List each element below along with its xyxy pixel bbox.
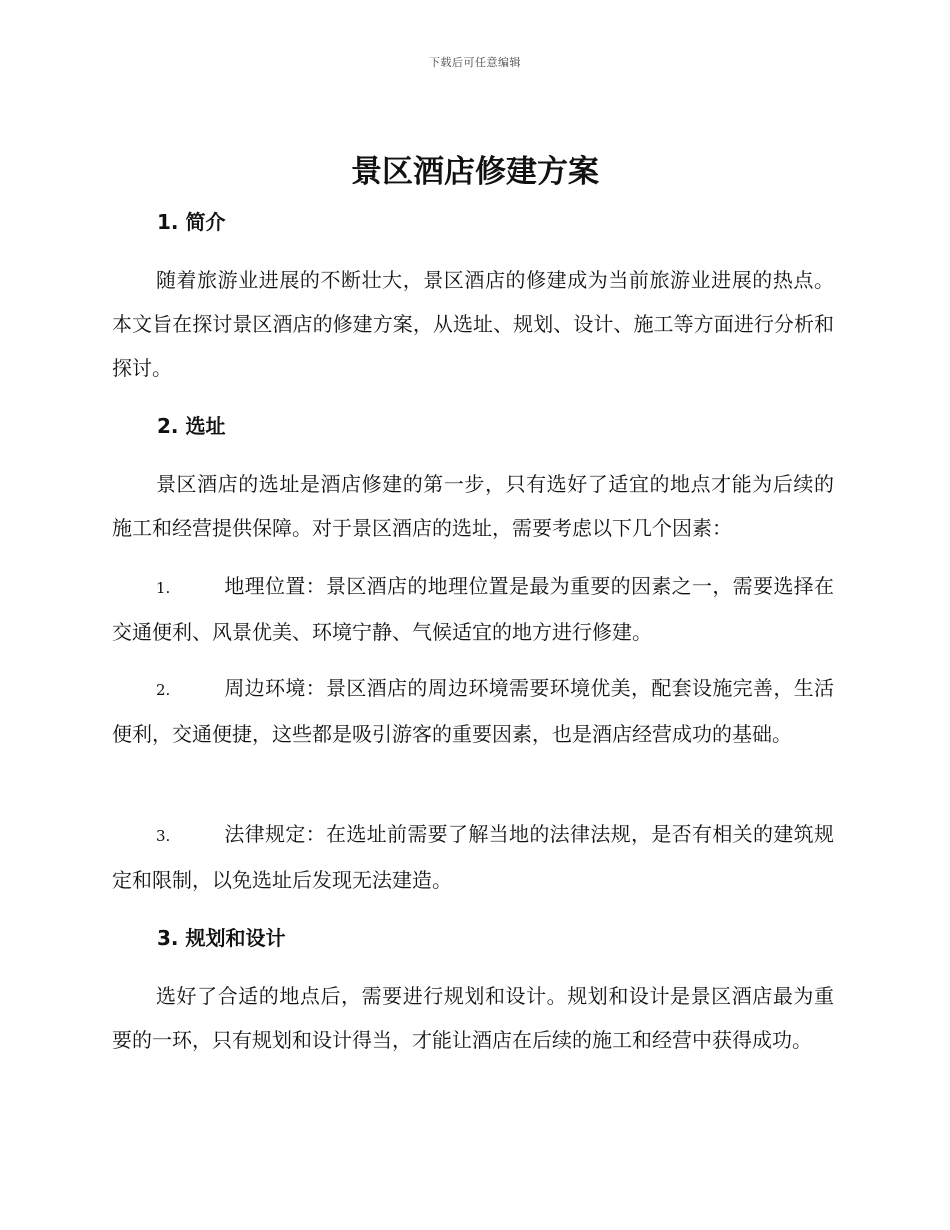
paragraph-site: 景区酒店的选址是酒店修建的第一步，只有选好了适宜的地点才能为后续的施工和经营提供保障。对于景区酒店的选址，需要考虑以下几个因素： [112, 472, 834, 540]
list-item-number: 2. [156, 681, 171, 699]
list-item [112, 812, 834, 902]
paragraph-intro: 随着旅游业进展的不断壮大，景区酒店的修建成为当前旅游业进展的热点。本文旨在探讨景区酒店的修建方案，从选址、规划、设计、施工等方面进行分析和探讨。 [112, 268, 834, 380]
list-item [112, 666, 834, 756]
list-item [112, 564, 834, 654]
list-item-number: 3. [156, 827, 171, 845]
list-item-number: 1. [156, 579, 171, 597]
paragraph-planning: 选好了合适的地点后，需要进行规划和设计。规划和设计是景区酒店最为重要的一环，只有规划和设计得当，才能让酒店在后续的施工和经营中获得成功。 [112, 984, 834, 1052]
header-note: 下载后可任意编辑 [429, 56, 521, 69]
section-heading-intro: 1. 简介 [157, 210, 226, 234]
list-item-text: 地理位置：景区酒店的地理位置是最为重要的因素之一，需要选择在交通便利、风景优美、环境宁静、气候适宜的地方进行修建。 [112, 574, 834, 644]
document-title: 景区酒店修建方案 [351, 154, 599, 190]
section-heading-planning: 3. 规划和设计 [157, 926, 286, 950]
section-heading-site: 2. 选址 [157, 414, 226, 438]
list-item-text: 法律规定：在选址前需要了解当地的法律法规，是否有相关的建筑规定和限制，以免选址后发现无法建造。 [112, 822, 834, 892]
list-item-text: 周边环境：景区酒店的周边环境需要环境优美，配套设施完善，生活便利，交通便捷，这些都是吸引游客的重要因素，也是酒店经营成功的基础。 [112, 676, 834, 746]
